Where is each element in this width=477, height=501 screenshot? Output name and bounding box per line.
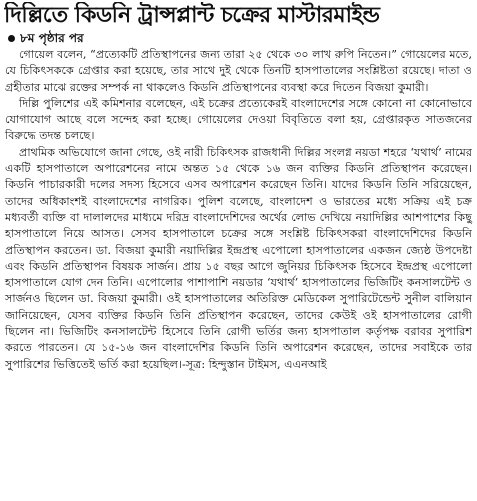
continued-from-label: ৮ম পৃষ্ঠার পর — [20, 31, 84, 45]
continued-from-line — [8, 31, 477, 46]
paragraph-2: দিল্লি পুলিশের এই কমিশনার বলেছেন, এই চক্রের প্রত্যেকেরই বাংলাদেশের সঙ্গে কোনো না কোনোভাবে যোগাযোগ আছে বলে সন্দেহ করা হচ্ছে। গোয়েলের দেওয়া বিবৃতিতে বলা হয়, গ্রেপ্তারকৃত সাতজনের বিরুদ্ধে তদন্ত চলছে। — [5, 96, 472, 143]
paragraph-1: গোয়েল বলেন, “প্রত্যেকটি প্রতিস্থাপনের জন্য তারা ২৫ থেকে ৩০ লাখ রুপি নিতেন।” গোয়েলের মতে, যে চিকিৎসককে গ্রেপ্তার করা হয়েছে, তার সাথে দুই থেকে তিনটি হাসপাতালের সংশ্লিষ্টতা রয়েছে। দাতা ও গ্রহীতার মাঝে রক্তের সম্পর্ক না থাকলেও কিডনি প্রতিস্থাপনের ব্যবস্থা করে দিতেন বিজয়া কুমারী। — [5, 48, 472, 94]
headline: দিল্লিতে কিডনি ট্রান্সপ্লান্ট চক্রের মাস্টারমাইন্ড — [4, 3, 380, 28]
article-body — [5, 47, 472, 373]
paragraph-3: প্রাথমিক অভিযোগে জানা গেছে, ওই নারী চিকিৎসক রাজধানী দিল্লির সংলগ্ন নয়ডা শহরে ‘যথার্থ’ নামের একটি হাসপাতালে অপারেশনের নামে অন্তত ১৫ থেকে ১৬ জন ব্যক্তির কিডনি প্রতিস্থাপন করেছেন। কিডনি পাচারকারী দলের সদস্য হিসেবে এসব অপারেশন করেছেন তিনি। যাদের কিডনি তিনি সরিয়েছেন, তাদের অধিকাংশই বাংলাদেশের নাগরিক। পুলিশ বলেছে, বাংলাদেশ ও ভারতের মধ্যে সক্রিয় এই চক্র মধ্যবর্তী ব্যক্তি বা দালালদের মাধ্যমে দরিদ্র বাংলাদেশিদের অর্থের লোভ দেখিয়ে নয়াদিল্লির আশপাশের কিছু হাসপাতালে নিয়ে আসত। সেসব হাসপাতালে চক্রের সঙ্গে সংশ্লিষ্ট চিকিৎসকরা বাংলাদেশিদের কিডনি প্রতিস্থাপন করতেন। ডা. বিজয়া কুমারী নয়াদিল্লির ইন্দ্রপ্রস্থ এপোলো হাসপাতালের একজন জ্যেষ্ঠ উপদেষ্টা এবং কিডনি প্রতিস্থাপন বিষয়ক সার্জন। প্রায় ১৫ বছর আগে জুনিয়র চিকিৎসক হিসেবে ইন্দ্রপ্রস্থ এপোলো হাসপাতালে যোগ দেন তিনি। এপোলোর পাশাপাশি নয়ডার ‘যথার্থ’ হাসপাতালের ভিজিটিং কনসালটেন্ট ও সার্জনও ছিলেন ডা. বিজয়া কুমারী। ওই হাসপাতালের অতিরিক্ত মেডিকেল সুপারিটেন্ডেন্ট সুনীল বালিয়ান জানিয়েছেন, যেসব ব্যক্তির কিডনি তিনি প্রতিস্থাপন করেছেন, তাদের কেউই ওই হাসপাতালের রোগী ছিলেন না। ভিজিটিং কনসালটেন্ট হিসেবে তিনি রোগী ভর্তির জন্য হাসপাতাল কর্তৃপক্ষ বরাবর সুপারিশ করতে পারতেন। যে ১৫-১৬ জন বাংলাদেশির কিডনি তিনি অপারেশন করেছেন, তাদের সবাইকে তার সুপারিশের ভিত্তিতেই ভর্তি করা হয়েছিল।-সূত্র: হিন্দুস্তান টাইমস, এএনআই — [5, 145, 473, 371]
bullet-icon — [8, 35, 15, 42]
